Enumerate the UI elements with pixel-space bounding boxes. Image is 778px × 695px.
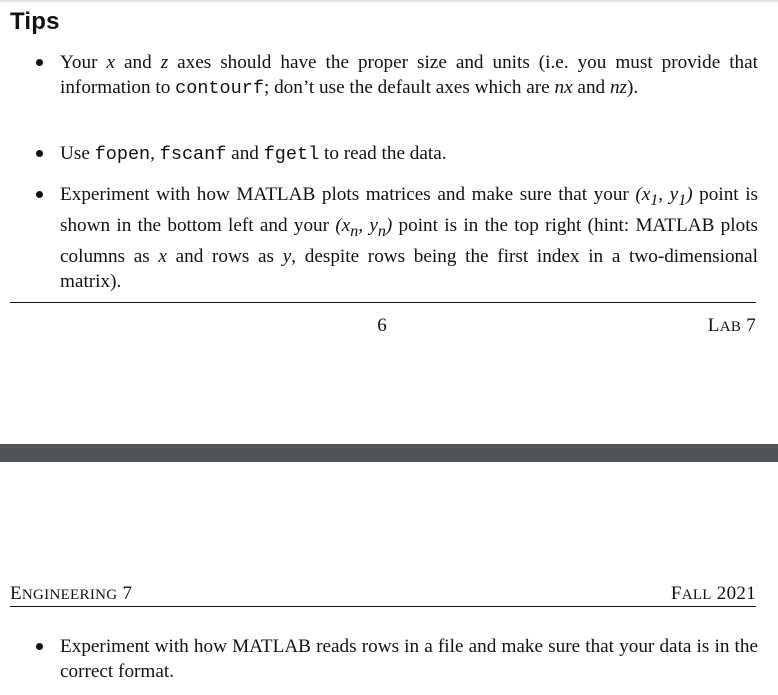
code-fgetl: fgetl bbox=[263, 144, 320, 165]
code-fscanf: fscanf bbox=[159, 144, 227, 165]
page-number: 6 bbox=[377, 315, 387, 336]
footer-rule bbox=[10, 302, 756, 303]
bullet-icon bbox=[36, 643, 43, 650]
page-top-edge bbox=[0, 0, 778, 3]
tip-item-matrices: Experiment with how MATLAB plots matrices and make sure that your ($x_1$, $y_1$) point is shown in the bottom left and your ($x_n$, $y_n$) point is in the top right (hint: MATLAB plots columns as x and rows as y, despite rows being the first index in a two-dimensional matrix). bbox=[60, 182, 758, 294]
header-rule bbox=[10, 606, 756, 607]
point-last: ($x_n$, $y_n$) bbox=[335, 214, 393, 240]
bullet-icon bbox=[36, 150, 43, 157]
tips-heading: Tips bbox=[10, 8, 60, 35]
page-separator bbox=[0, 444, 778, 462]
header-course: ENGINEERING 7 bbox=[10, 583, 133, 604]
code-fopen: fopen bbox=[94, 144, 151, 165]
tip-item-functions: Use fopen, fscanf and fgetl to read the data. bbox=[60, 141, 758, 167]
page-7 bbox=[0, 462, 778, 695]
header-term: FALL 2021 bbox=[670, 583, 756, 604]
code-contourf: contourf bbox=[175, 78, 264, 99]
tip-item-reading-rows: Experiment with how MATLAB reads rows in a file and make sure that your data is in the correct format. bbox=[60, 634, 758, 684]
point-first: ($x_1$, $y_1$) bbox=[635, 184, 693, 209]
footer-lab-label: LAB 7 bbox=[707, 315, 756, 336]
bullet-icon bbox=[36, 191, 43, 198]
bullet-icon bbox=[36, 59, 43, 66]
tip-item-axes: Your x and z axes should have the proper size and units (i.e. you must provide that information to contourf; don’t use the default axes which are nx and nz). bbox=[60, 50, 758, 101]
